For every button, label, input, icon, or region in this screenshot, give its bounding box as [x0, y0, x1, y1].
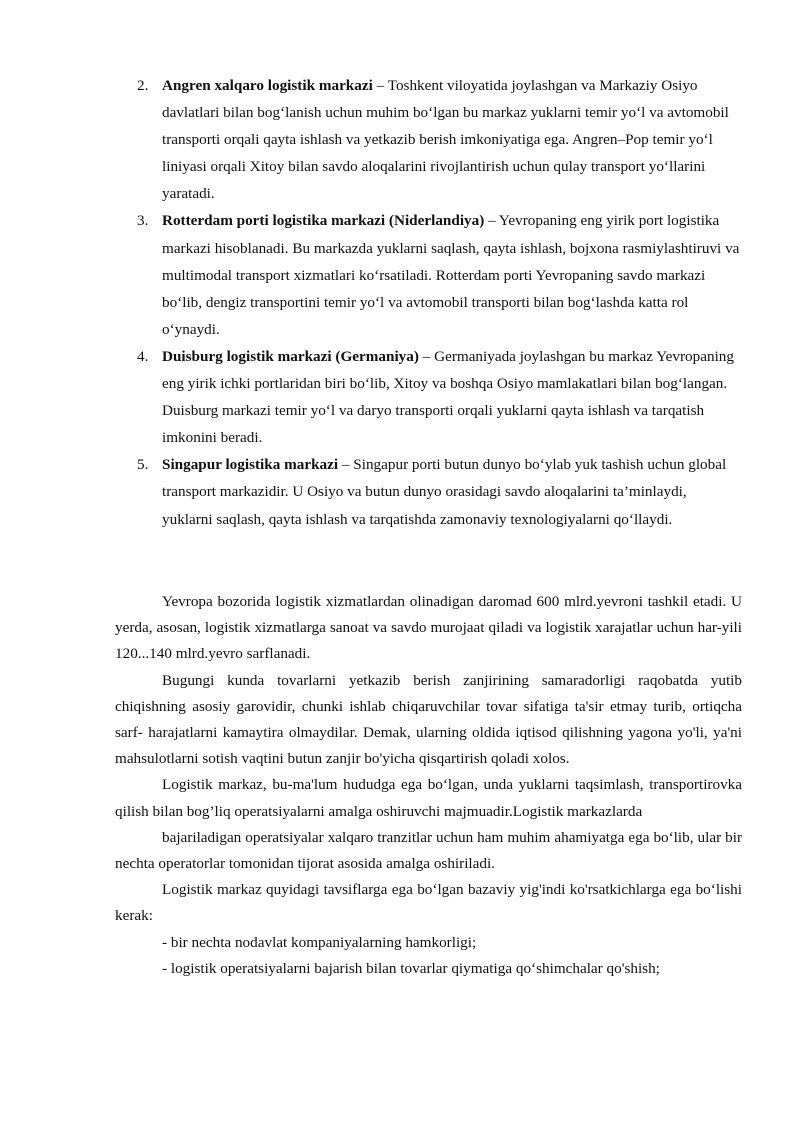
list-number: 4. [137, 347, 149, 365]
bullet-item: - logistik operatsiyalarni bajarish bilan tovarlar qiymatiga qo‘shimchalar qo'shish; [162, 959, 660, 977]
paragraph-logistics-center-definition: Logistik markaz, bu-ma'lum hududga ega bo‘lgan, unda yuklarni taqsimlash, transportirovka qilish bilan bog’liq operatsiyalarni amalga oshiruvchi majmuadir.Logistik markazlarda [115, 776, 742, 820]
list-item-text: – Toshkent viloyatida joylashgan va Markaziy Osiyo davlatlari bilan bog‘lanish uchun muhim bo‘lgan bu markaz yuklarni temir yo‘l va avtomobil transporti orqali qayta ishlash va yetkazib berish imkoniyatiga ega. Angren–Pop temir yo‘l liniyasi orqali Xitoy bilan savdo aloqalarini rivojlantirish uchun qulay transport yo‘llarini yaratadi. [162, 77, 729, 203]
paragraph-characteristics: Logistik markaz quyidagi tavsiflarga ega bo‘lgan bazaviy yig'indi ko'rsatkichlarga ega bo‘lishi kerak: [115, 881, 742, 925]
list-item [0, 343, 800, 451]
list-item-text: – Yevropaning eng yirik port logistika markazi hisoblanadi. Bu markazda yuklarni saqlash, qayta ishlash, bojxona rasmiylashtiruvi va multimodal transport xizmatlari ko‘rsatiladi. Rotterdam porti Yevropaning savdo markazi bo‘lib, dengiz transportini temir yo‘l va avtomobil transporti bilan bog‘lashda katta rol o‘ynaydi. [162, 212, 740, 338]
paragraph-operations: bajariladigan operatsiyalar xalqaro tranzitlar uchun ham muhim ahamiyatga ega bo‘lib, ular bir nechta operatorlar tomonidan tijorat asosida amalga oshiriladi. [115, 828, 742, 873]
bullet-item: - bir nechta nodavlat kompaniyalarning hamkorligi; [162, 933, 477, 951]
list-item-title: Singapur logistika markazi [162, 456, 339, 474]
list-item-title: Rotterdam porti logistika markazi (Niderlandiya) [162, 212, 485, 230]
list-item-title: Duisburg logistik markazi (Germaniya) [162, 347, 419, 365]
list-item [0, 207, 800, 342]
paragraph-supply-chain: Bugungi kunda tovarlarni yetkazib berish zanjirining samaradorligi raqobatda yutib chiqishning asosiy garovidir, chunki ishlab chiqaruvchilar tovar sifatiga ta'sir etmay turib, ortiqcha sarf- harajatlarni kamaytira olmaydilar. Demak, ularning oldida iqtisod qilishning yagona yo'li, ya'ni mahsulotlarni sotish vaqtini butun zanjir bo'yicha qisqartirish qoladi xolos. [115, 671, 742, 768]
logistics-centers-list [0, 72, 800, 533]
list-item-title: Angren xalqaro logistik markazi [162, 77, 373, 94]
list-item [0, 451, 800, 532]
list-number: 5. [137, 456, 149, 474]
paragraph-revenue: Yevropa bozorida logistik xizmatlardan olinadigan daromad 600 mlrd.yevroni tashkil etadi. U yerda, asosan, logistik xizmatlarga sanoat va savdo murojaat qiladi va logistik xarajatlar uchun har-yili 120...140 mlrd.yevro sarflanadi. [115, 593, 742, 663]
list-number: 3. [137, 212, 149, 230]
list-number: 2. [137, 77, 149, 94]
body-text [115, 589, 742, 982]
list-item [0, 72, 800, 207]
list-item-text: – Germaniyada joylashgan bu markaz Yevropaning eng yirik ichki portlaridan biri bo‘lib, Xitoy va boshqa Osiyo mamlakatlari bilan bog‘langan. Duisburg markazi temir yo‘l va daryo transporti orqali yuklarni qayta ishlash va tarqatish imkonini beradi. [162, 347, 734, 447]
list-item-text: – Singapur porti butun dunyo bo‘ylab yuk tashish uchun global transport markazidir. U Osiyo va butun dunyo orasidagi savdo aloqalarini ta’minlaydi, yuklarni saqlash, qayta ishlash va tarqatishda zamonaviy texnologiyalarni qo‘llaydi. [162, 456, 727, 528]
